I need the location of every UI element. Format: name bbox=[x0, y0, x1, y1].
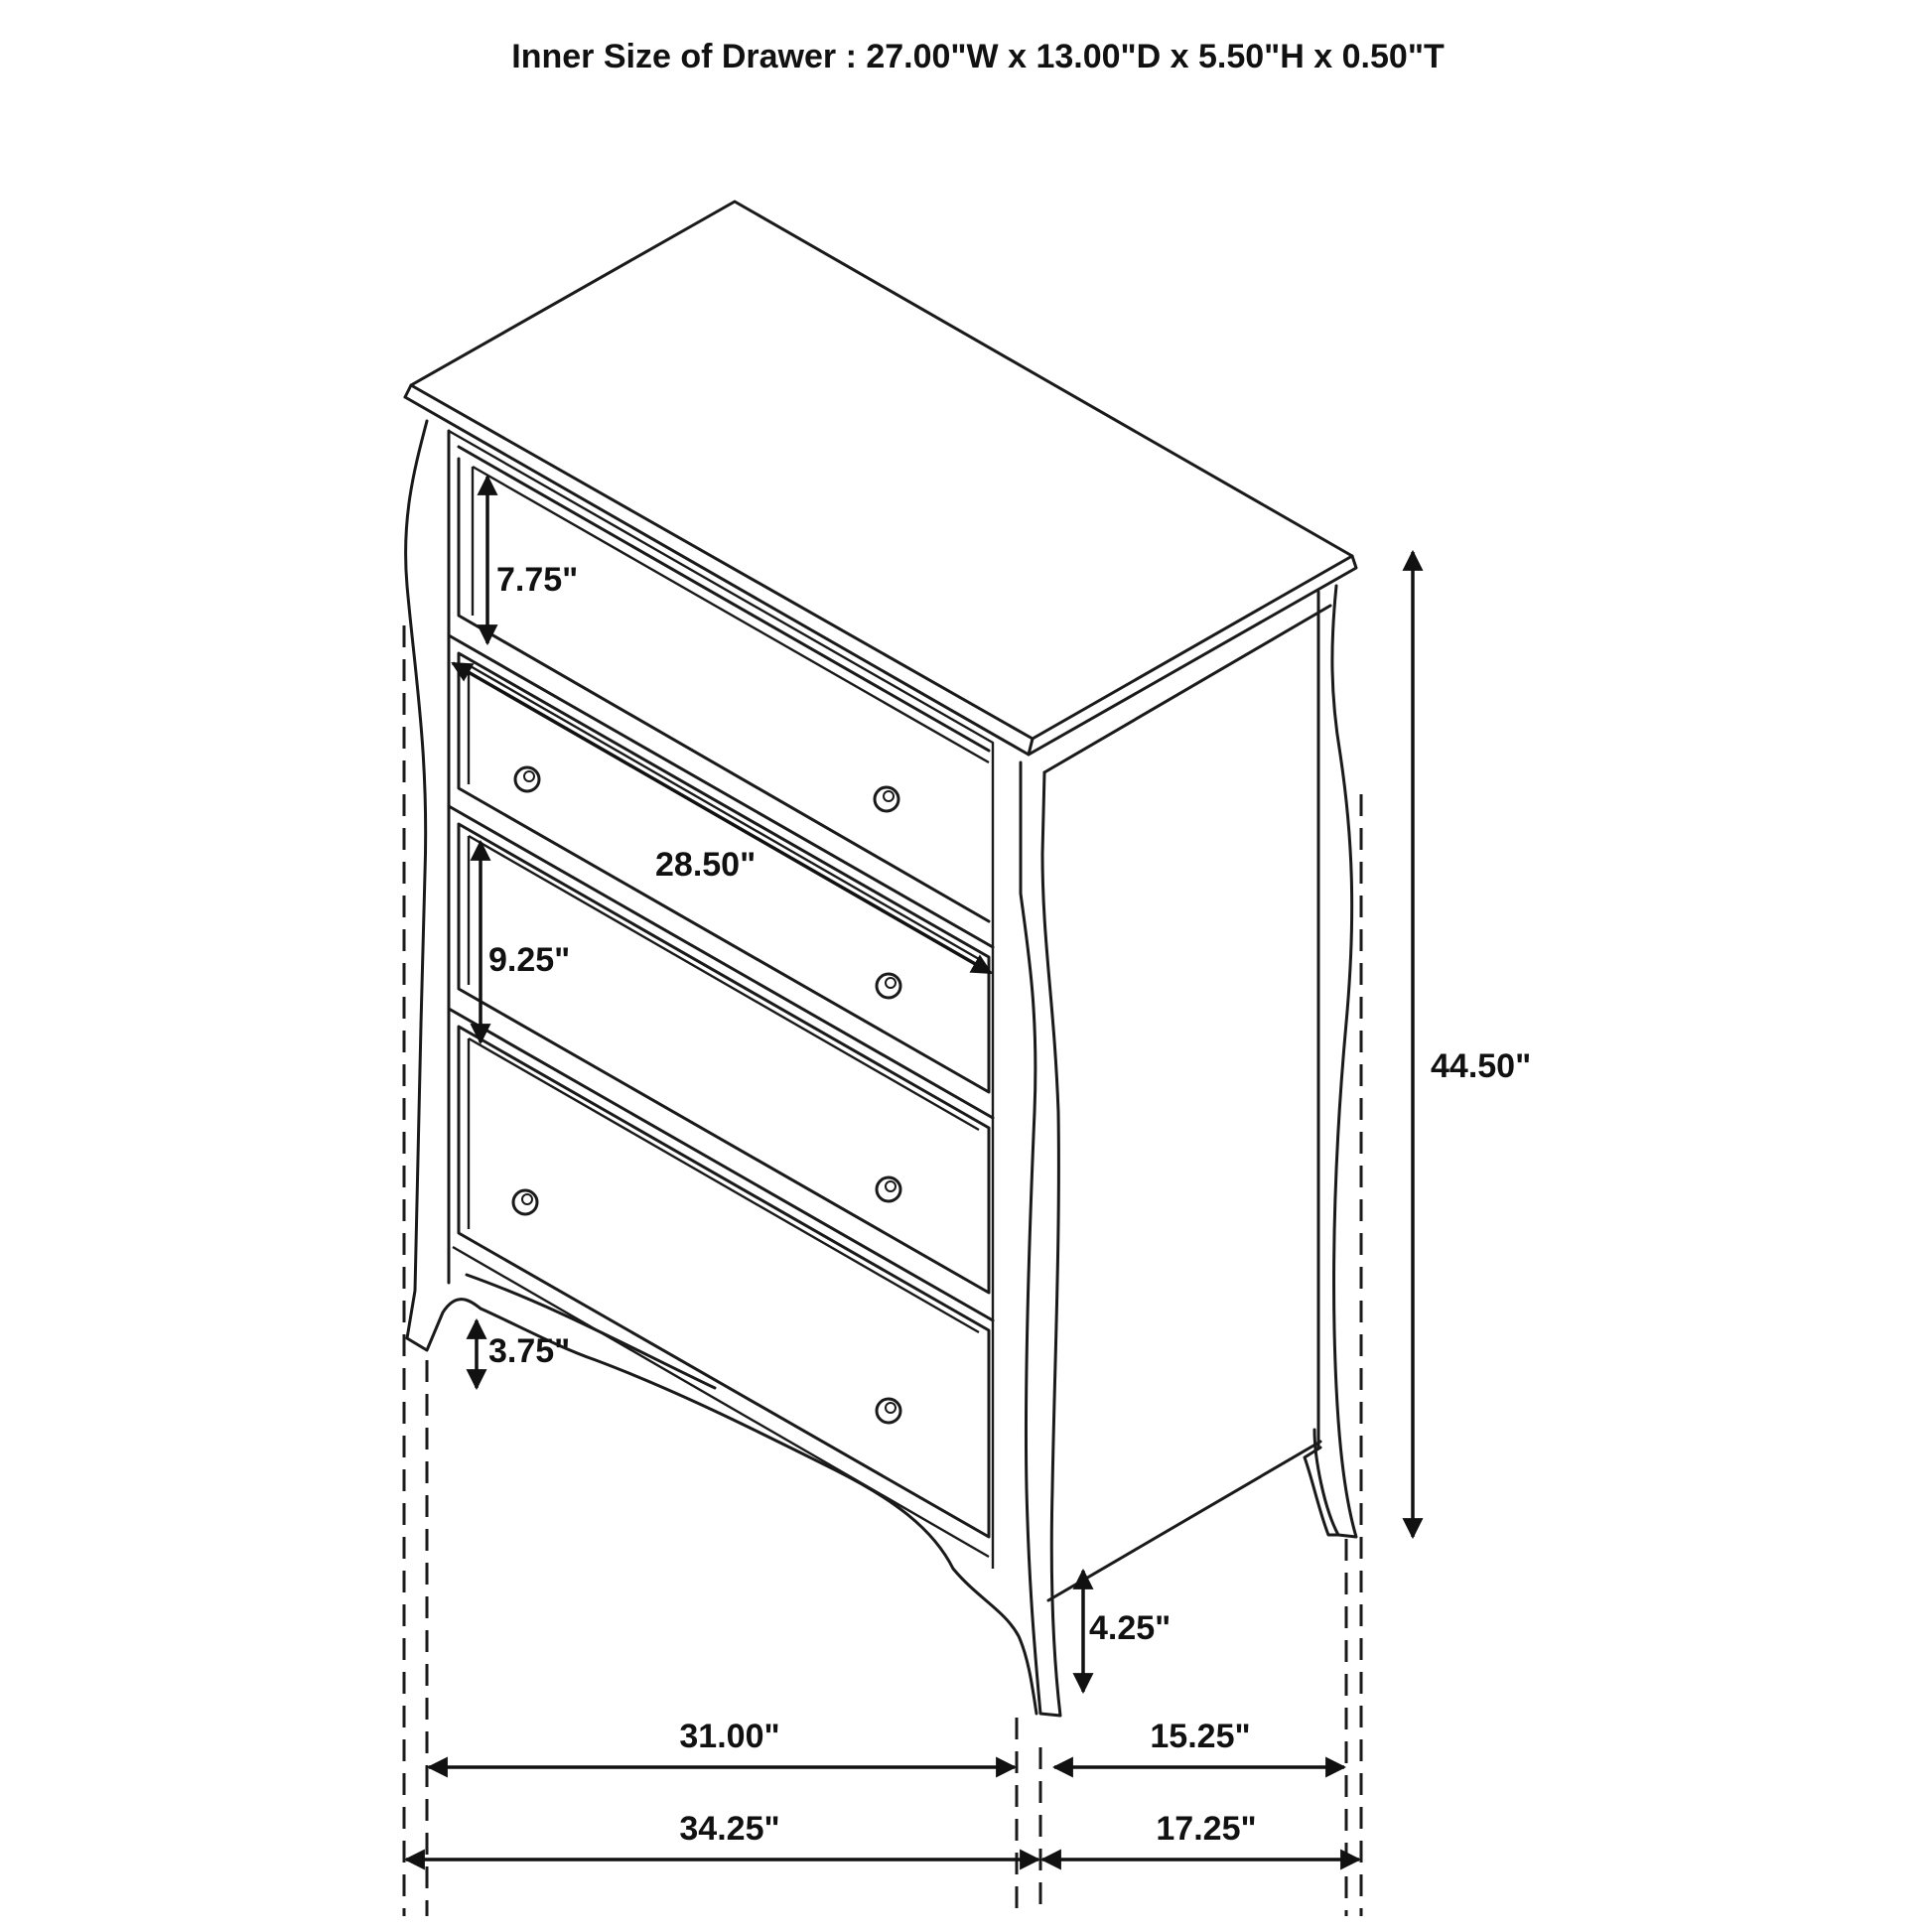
drawer-inner-size-title: Inner Size of Drawer : 27.00"W x 13.00"D x 5.50"H x 0.50"T bbox=[511, 38, 1445, 75]
label-apron-height: 3.75" bbox=[488, 1332, 571, 1370]
drawer-knob-3-left-icon bbox=[513, 1190, 537, 1214]
label-inner-depth: 15.25" bbox=[1150, 1718, 1251, 1755]
drawer-knob-3-right-icon bbox=[877, 1177, 900, 1201]
drawer-knob-1-left-icon bbox=[515, 767, 539, 791]
drawer-knob-1-right-icon bbox=[875, 787, 898, 811]
label-drawer-mid-height: 9.25" bbox=[488, 941, 571, 979]
label-leg-clearance: 4.25" bbox=[1089, 1609, 1172, 1647]
drawer-knob-4-right-icon bbox=[877, 1399, 900, 1423]
drawer-knob-2-right-icon bbox=[877, 974, 900, 998]
arrow-drawer-width bbox=[453, 663, 991, 973]
label-overall-width: 34.25" bbox=[679, 1810, 780, 1848]
label-overall-depth: 17.25" bbox=[1156, 1810, 1257, 1848]
label-drawer-top-height: 7.75" bbox=[496, 561, 579, 599]
label-inner-width: 31.00" bbox=[679, 1718, 780, 1755]
label-total-height: 44.50" bbox=[1431, 1047, 1532, 1085]
dimension-arrows bbox=[406, 477, 1413, 1860]
label-drawer-width: 28.50" bbox=[655, 846, 757, 884]
